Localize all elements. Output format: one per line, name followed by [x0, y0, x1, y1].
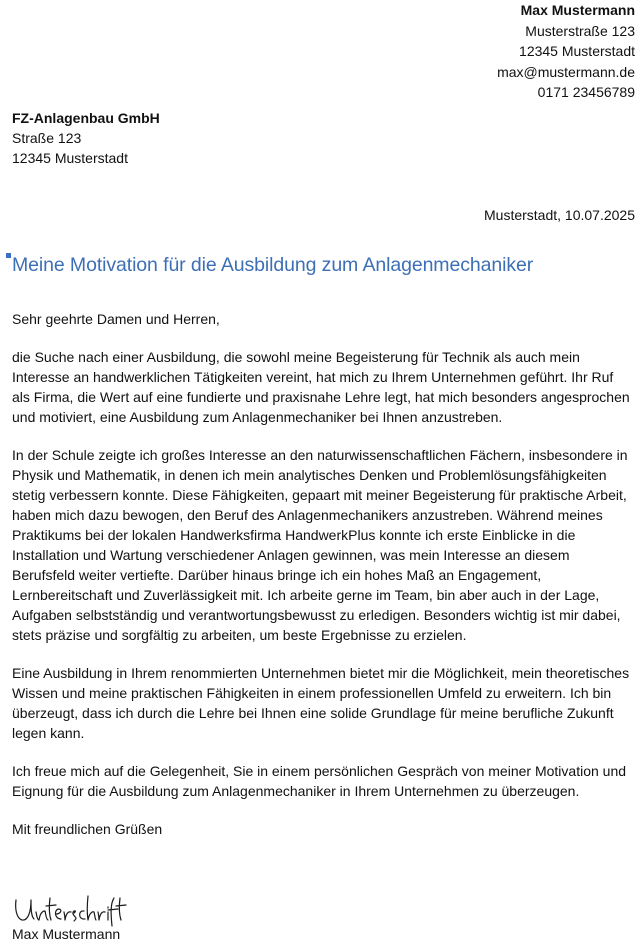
letter-body	[12, 309, 634, 839]
recipient-city: 12345 Musterstadt	[12, 150, 128, 166]
body-paragraph-4: Ich freue mich auf die Gelegenheit, Sie in einem persönlichen Gespräch von meiner Motivation und Eignung für die Ausbildung zum Anlagenmechaniker in Ihrem Unternehmen zu überzeugen.	[12, 763, 627, 799]
sender-city: 12345 Musterstadt	[519, 43, 635, 59]
heading-marker	[6, 253, 11, 258]
sender-name: Max Mustermann	[520, 2, 635, 18]
body-paragraph-2: In der Schule zeigte ich großes Interesse an den naturwissenschaftlichen Fächern, insbesondere in Physik und Mathematik, in denen ich mein analytisches Denken und Problemlösungsfähigkeiten stetig verbessern konnte. Diese Fähigkeiten, gepaart mit meiner Begeisterung für praktische Arbeit, haben mich dazu bewogen, den Beruf des Anlagenmechanikers anzustreben. Während meines Praktikums bei der lokalen Handwerksfirma HandwerkPlus konnte ich erste Einblicke in die Installation und Wartung verschiedener Anlagen gewinnen, was mein Interesse an diesem Berufsfeld weiter vertiefte. Darüber hinaus bringe ich ein hohes Maß an Engagement, Lernbereitschaft und Zuverlässigkeit mit. Ich arbeite gerne im Team, bin aber auch in der Lage, Aufgaben selbstständig und verantwortungsbewusst zu erledigen. Besonders wichtig ist mir dabei, stets präzise und sorgfältig zu arbeiten, um beste Ergebnisse zu erzielen.	[12, 447, 628, 643]
recipient-company: FZ-Anlagenbau GmbH	[12, 110, 160, 126]
sender-phone: 0171 23456789	[537, 84, 635, 100]
sender-address-block	[497, 0, 635, 103]
recipient-address-block	[12, 108, 160, 168]
body-paragraph-1: die Suche nach einer Ausbildung, die sowohl meine Begeisterung für Technik als auch mein Interesse an handwerklichen Tätigkeiten vereint, hat mich zu Ihrem Unternehmen geführt. Ihr Ruf als Firma, die Wert auf eine fundierte und praxisnahe Lehre legt, hat mich besonders angesprochen und motiviert, eine Ausbildung zum Anlagenmechaniker bei Ihnen anzustreben.	[12, 349, 630, 425]
closing: Mit freundlichen Grüßen	[12, 821, 163, 837]
letter-date: Musterstadt, 10.07.2025	[484, 207, 635, 223]
signature-name: Max Mustermann	[12, 926, 121, 942]
salutation: Sehr geehrte Damen und Herren,	[12, 311, 220, 327]
sender-email: max@mustermann.de	[497, 63, 635, 80]
sender-street: Musterstraße 123	[525, 22, 635, 39]
recipient-street: Straße 123	[12, 130, 82, 146]
signature-image	[12, 892, 132, 928]
body-paragraph-3: Eine Ausbildung in Ihrem renommierten Unternehmen bietet mir die Möglichkeit, mein theoretisches Wissen und meine praktischen Fähigkeiten in einem professionellen Umfeld zu erweitern. Ich bin überzeugt, dass ich durch die Lehre bei Ihnen eine solide Grundlage für meine berufliche Zukunft legen kann.	[12, 665, 630, 741]
letter-title: Meine Motivation für die Ausbildung zum Anlagenmechaniker	[12, 254, 534, 276]
